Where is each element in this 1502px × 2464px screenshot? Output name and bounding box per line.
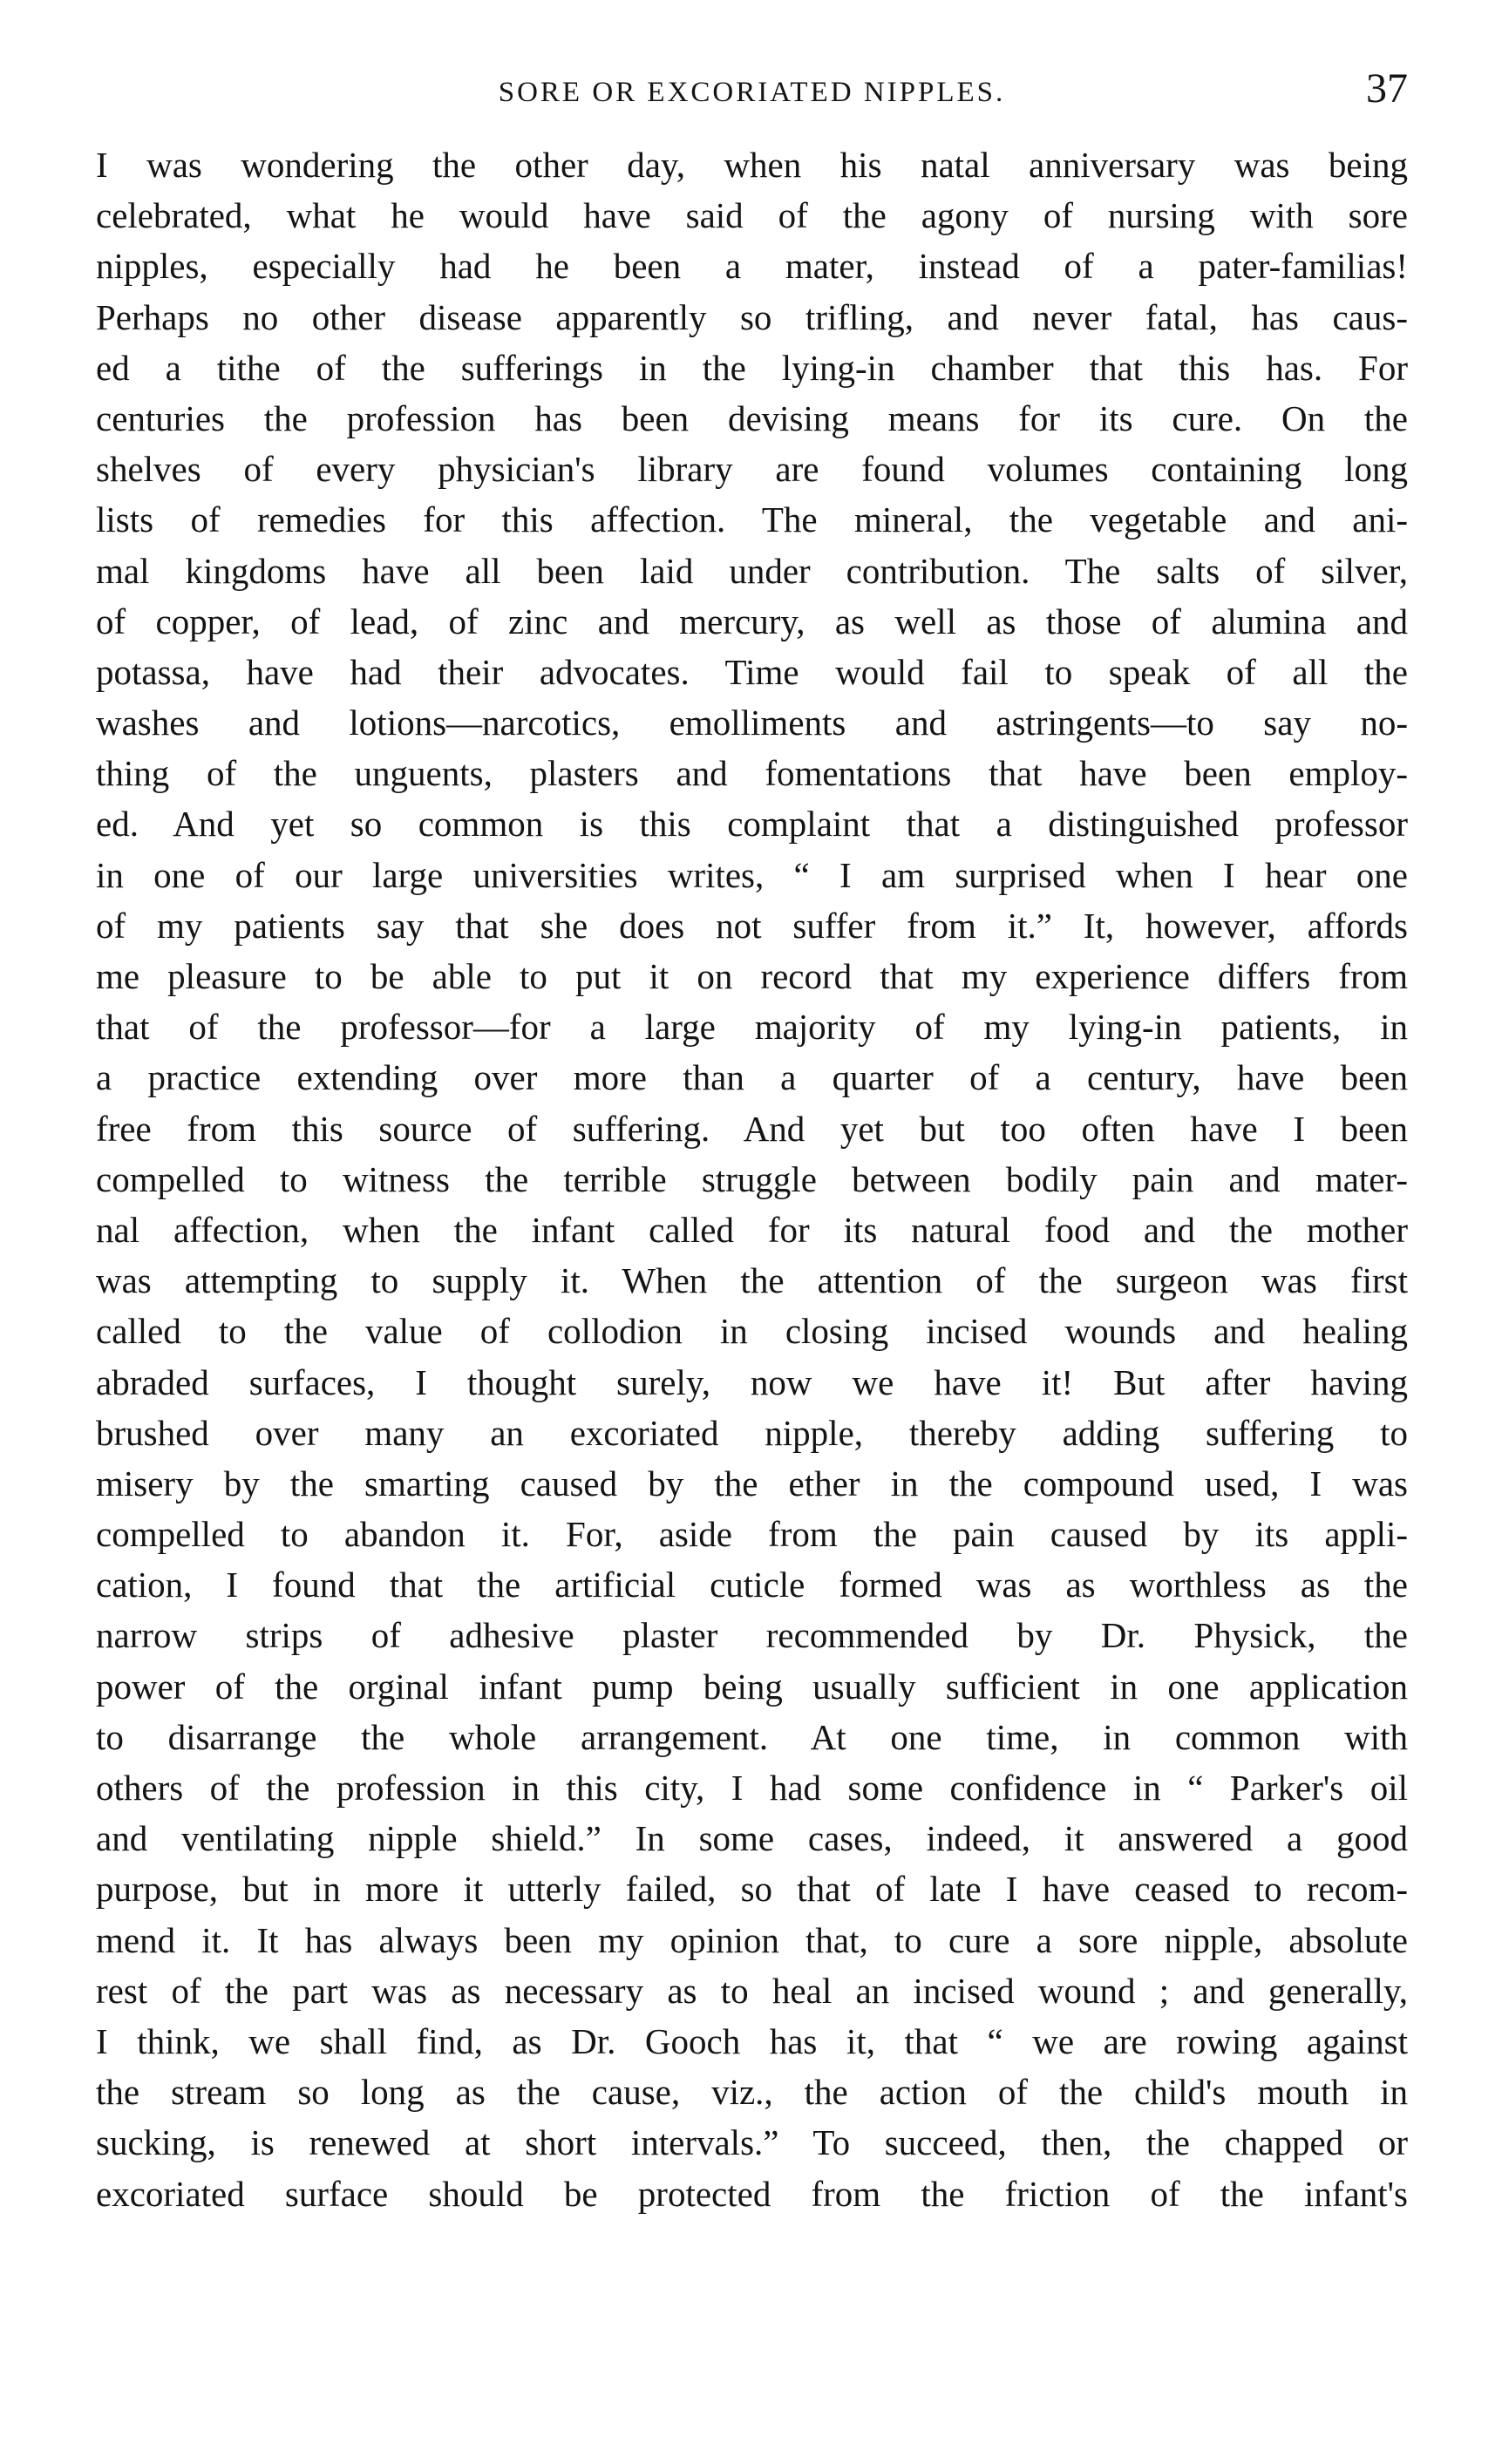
text-line: narrow strips of adhesive plaster recommended by Dr. Physick, the [96, 1615, 1408, 1656]
text-line: nipples, especially had he been a mater, instead of a pater-familias! [96, 246, 1408, 287]
text-line: free from this source of suffering. And yet but too often have I been [96, 1108, 1408, 1149]
text-line: brushed over many an excoriated nipple, thereby adding suffering to [96, 1412, 1408, 1453]
text-line: compelled to abandon it. For, aside from the pain caused by its appli- [96, 1514, 1408, 1555]
text-line: and ventilating nipple shield.” In some cases, indeed, it answered a good [96, 1818, 1408, 1859]
text-line: celebrated, what he would have said of the agony of nursing with sore [96, 195, 1408, 236]
text-line: rest of the part was as necessary as to heal an incised wound ; and generally, [96, 1970, 1408, 2011]
body-text [96, 139, 1408, 2219]
text-line: abraded surfaces, I thought surely, now we have it! But after having [96, 1361, 1408, 1402]
text-line: misery by the smarting caused by the ether in the compound used, I was [96, 1463, 1408, 1504]
text-line: cation, I found that the artificial cuticle formed was as worthless as the [96, 1565, 1408, 1605]
text-line: power of the orginal infant pump being usually sufficient in one application [96, 1666, 1408, 1707]
running-head [96, 61, 1408, 131]
text-line: Perhaps no other disease apparently so trifling, and never fatal, has caus- [96, 296, 1408, 337]
text-line: washes and lotions—narcotics, emolliments and astringents—to say no- [96, 703, 1408, 743]
text-line: a practice extending over more than a quarter of a century, have been [96, 1057, 1408, 1098]
text-line: potassa, have had their advocates. Time would fail to speak of all the [96, 651, 1408, 692]
text-line: of my patients say that she does not suffer from it.” It, however, affords [96, 905, 1408, 946]
text-line: ed a tithe of the sufferings in the lying-in chamber that this has. For [96, 347, 1408, 388]
text-line: excoriated surface should be protected from the friction of the infant's [96, 2173, 1408, 2214]
text-line: me pleasure to be able to put it on record that my experience differs from [96, 956, 1408, 996]
text-line: sucking, is renewed at short intervals.” To succeed, then, the chapped or [96, 2122, 1408, 2163]
text-line: of copper, of lead, of zinc and mercury, as well as those of alumina and [96, 601, 1408, 641]
text-line: I think, we shall find, as Dr. Gooch has it, that “ we are rowing against [96, 2020, 1408, 2061]
text-line: was attempting to supply it. When the attention of the surgeon was first [96, 1260, 1408, 1301]
text-line: shelves of every physician's library are found volumes containing long [96, 449, 1408, 490]
text-line: ed. And yet so common is this complaint that a distinguished professor [96, 804, 1408, 845]
text-line: purpose, but in more it utterly failed, so that of late I have ceased to recom- [96, 1869, 1408, 1910]
text-line: called to the value of collodion in closing incised wounds and healing [96, 1311, 1408, 1352]
text-line: centuries the profession has been devising means for its cure. On the [96, 397, 1408, 438]
text-line: thing of the unguents, plasters and fomentations that have been employ- [96, 753, 1408, 794]
text-line: compelled to witness the terrible struggle between bodily pain and mater- [96, 1158, 1408, 1199]
text-line: the stream so long as the cause, viz., the action of the child's mouth in [96, 2072, 1408, 2113]
text-line: mal kingdoms have all been laid under contribution. The salts of silver, [96, 550, 1408, 591]
text-line: mend it. It has always been my opinion that, to cure a sore nipple, absolute [96, 1919, 1408, 1960]
book-page [96, 61, 1408, 2219]
text-line: lists of remedies for this affection. The mineral, the vegetable and ani- [96, 499, 1408, 540]
text-line: that of the professor—for a large majority of my lying-in patients, in [96, 1007, 1408, 1048]
running-title: SORE OR EXCORIATED NIPPLES. [498, 77, 1006, 108]
text-line: others of the profession in this city, I had some confidence in “ Parker's oil [96, 1768, 1408, 1808]
text-line: nal affection, when the infant called for its natural food and the mother [96, 1209, 1408, 1250]
text-line: to disarrange the whole arrangement. At one time, in common with [96, 1716, 1408, 1757]
text-line: in one of our large universities writes, “ I am surprised when I hear one [96, 854, 1408, 895]
page-number: 37 [1366, 65, 1408, 112]
text-line: I was wondering the other day, when his natal anniversary was being [96, 145, 1408, 185]
